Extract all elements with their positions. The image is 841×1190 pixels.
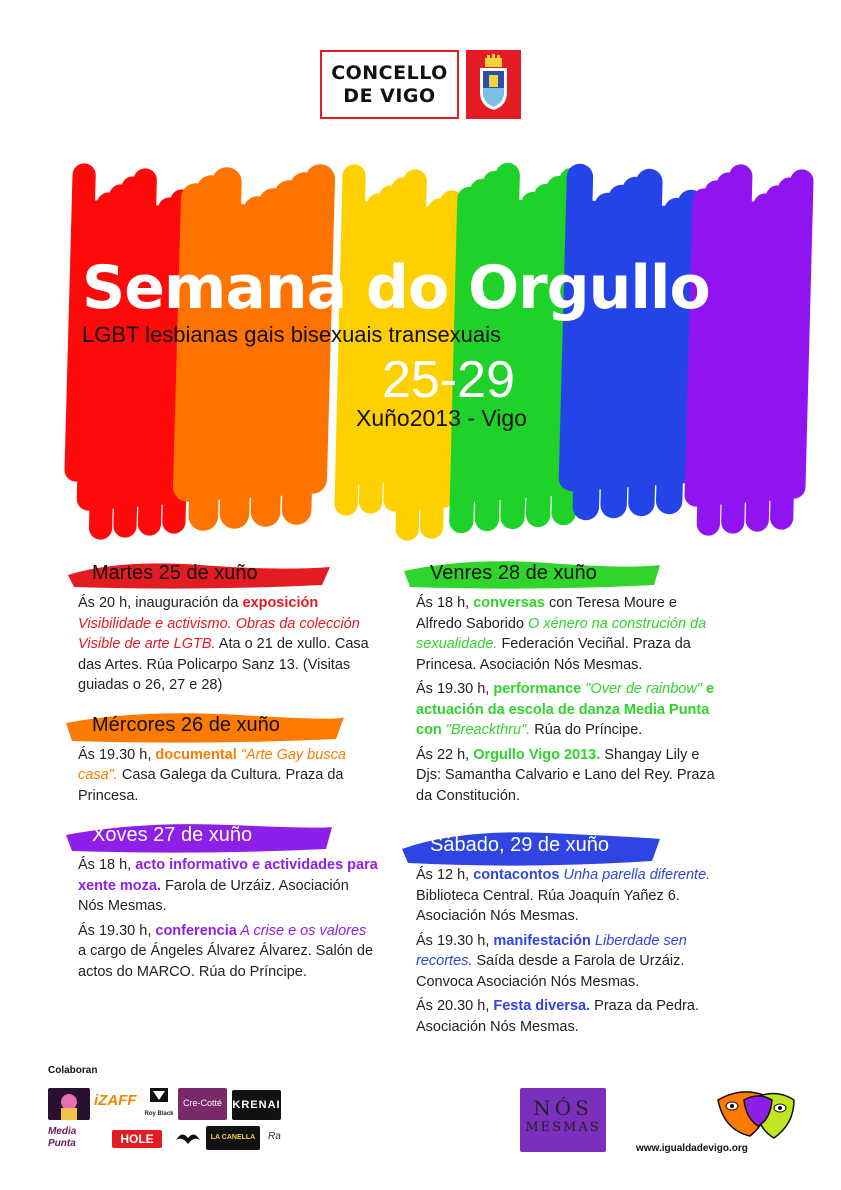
concello-de-vigo-logo — [320, 50, 459, 119]
event-martes-1: Ás 20 h, inauguración da exposición Visibilidade e activismo. Obras da colección Visible de arte LGTB. Ata o 21 de xullo. Casa das Artes. Rúa Policarpo Sanz 13. (Visitas guiadas o 26, 27 e 28) — [78, 595, 369, 693]
sponsor-birds-logo — [174, 1128, 202, 1150]
day-label-martes: Martes 25 de xuño — [92, 562, 258, 584]
sponsor-crecotte-logo: Cre-Cotté — [178, 1088, 227, 1120]
day-heading-sabado — [416, 830, 716, 862]
sponsor-izaff-logo: iZAFF — [94, 1092, 137, 1109]
sponsor-hole-logo: HOLE — [112, 1130, 162, 1148]
program-left-column — [78, 558, 378, 986]
day-label-sabado: Sábado, 29 de xuño — [430, 834, 610, 856]
event-mercores-1: Ás 19.30 h, documental "Arte Gay busca casa". Casa Galega da Cultura. Praza da Princesa. — [78, 746, 346, 804]
igualdade-masks-icon — [714, 1086, 798, 1140]
rainbow-band-4 — [461, 175, 571, 521]
sponsor-ra-label: Ra — [268, 1131, 281, 1142]
event-xoves-2: Ás 19.30 h, conferencia A crise e os valores a cargo de Ángeles Álvarez Álvarez. Salón de actos do MARCO. Rúa do Príncipe. — [78, 922, 374, 980]
event-sabado-1: Ás 12 h, contacontos Unha parella diferente. Biblioteca Central. Rúa Joaquín Yañez 6. Asociación Nós Mesmas. — [416, 867, 711, 924]
hero-title: Semana do Orgullo — [82, 253, 710, 323]
sponsor-krenai-logo: KRENAI — [232, 1090, 281, 1120]
event-sabado-3: Ás 20.30 h, Festa diversa. Praza da Pedra. Asociación Nós Mesmas. — [416, 998, 699, 1035]
program-right-column — [416, 558, 716, 1041]
day-heading-xoves — [78, 820, 378, 852]
sponsor-media-punta-logo: Media Punta — [48, 1126, 77, 1149]
logo-line2: DE VIGO — [343, 84, 436, 107]
event-venres-1: Ás 18 h, conversas con Teresa Moure e Alfredo Saborido O xénero na construción da sexualidade. Federación Veciñal. Praza da Princesa. Asociación Nós Mesmas. — [416, 595, 707, 673]
sponsor-la-canella-logo: LA CANELLA — [206, 1126, 260, 1150]
event-xoves-1: Ás 18 h, acto informativo e actividades para xente moza. Farola de Urzáiz. Asociación Nós Mesmas. — [78, 857, 378, 914]
event-sabado-2: Ás 19.30 h, manifestación Liberdade sen recortes. Saída desde a Farola de Urzáiz. Convoca Asociación Nós Mesmas. — [416, 932, 687, 990]
event-venres-2: Ás 19.30 h, performance "Over de rainbow" e actuación da escola de danza Media Punta con "Breackthru". Rúa do Príncipe. — [416, 681, 715, 738]
sponsor-roy-black-logo: Roy Black — [144, 1088, 174, 1120]
hero-dates: 25-29 — [382, 351, 515, 409]
website-url: www.igualdadevigo.org — [636, 1143, 748, 1154]
colaboran-label: Colaboran — [48, 1065, 98, 1076]
coat-of-arms-icon — [466, 50, 521, 119]
rainbow-band-6 — [696, 176, 802, 524]
day-label-mercores: Mércores 26 de xuño — [92, 713, 280, 736]
nos-mesmas-logo: NÓS MESMAS — [520, 1088, 606, 1152]
day-heading-martes — [78, 558, 378, 590]
hero-subtitle: LGBT lesbianas gais bisexuais transexuais — [82, 322, 502, 347]
hero-place: Xuño2013 - Vigo — [356, 405, 527, 431]
rainbow-band-5 — [572, 177, 691, 507]
day-label-xoves: Xoves 27 de xuño — [92, 824, 253, 846]
event-venres-3: Ás 22 h, Orgullo Vigo 2013. Shangay Lily e Djs: Samantha Calvario e Lano del Rey. Praza da Constitución. — [416, 746, 715, 804]
sponsor-photo-logo — [48, 1088, 90, 1120]
day-heading-venres — [416, 558, 716, 590]
day-label-venres: Venres 28 de xuño — [430, 562, 597, 584]
rainbow-band-1 — [76, 175, 182, 528]
day-heading-mercores — [78, 710, 378, 742]
logo-line1: CONCELLO — [331, 61, 448, 84]
